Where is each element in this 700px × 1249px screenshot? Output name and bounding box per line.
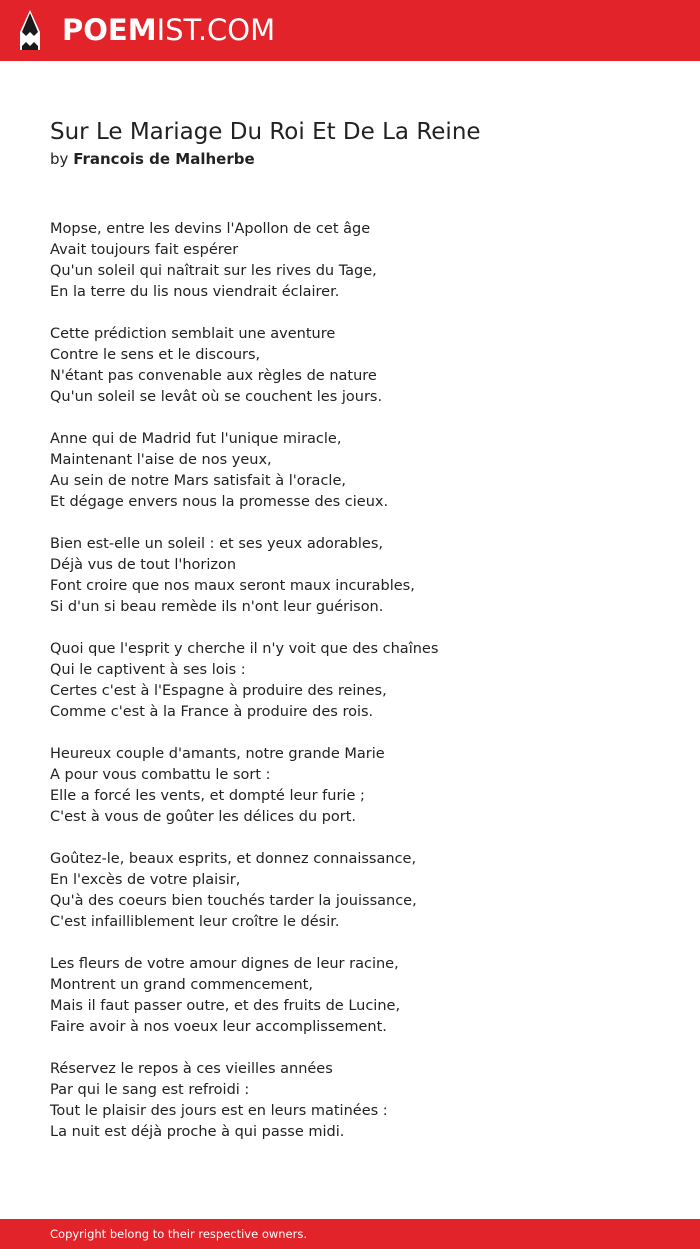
poem-line: A pour vous combattu le sort : (50, 767, 271, 783)
poem-title: Sur Le Mariage Du Roi Et De La Reine (50, 119, 481, 145)
poem-line: Font croire que nos maux seront maux incurables, (50, 578, 415, 594)
by-label: by (50, 150, 69, 168)
site-header (0, 0, 700, 61)
poem-stanza (50, 849, 670, 933)
poem-line: Heureux couple d'amants, notre grande Marie (50, 746, 385, 762)
poem-line: Qu'à des coeurs bien touchés tarder la jouissance, (50, 893, 417, 909)
poem-stanza (50, 954, 670, 1038)
poem-line: Au sein de notre Mars satisfait à l'oracle, (50, 473, 346, 489)
poem-line: Qui le captivent à ses lois : (50, 662, 246, 678)
poem-line: Certes c'est à l'Espagne à produire des reines, (50, 683, 387, 699)
poem-line: Mais il faut passer outre, et des fruits de Lucine, (50, 998, 401, 1014)
poem-line: Par qui le sang est refroidi : (50, 1082, 250, 1098)
poem-line: C'est infailliblement leur croître le désir. (50, 914, 340, 930)
poem-line: Quoi que l'esprit y cherche il n'y voit que des chaînes (50, 641, 439, 657)
poem-line: Comme c'est à la France à produire des rois. (50, 704, 374, 720)
poem-line: Elle a forcé les vents, et dompté leur furie ; (50, 788, 365, 804)
poem-line: Et dégage envers nous la promesse des cieux. (50, 494, 389, 510)
poem-line: Faire avoir à nos voeux leur accomplissement. (50, 1019, 387, 1035)
poem-line: Maintenant l'aise de nos yeux, (50, 452, 272, 468)
poem-line: En la terre du lis nous viendrait éclairer. (50, 284, 340, 300)
poem-stanza (50, 1059, 670, 1143)
poem-line: En l'excès de votre plaisir, (50, 872, 241, 888)
poem-line: Mopse, entre les devins l'Apollon de cet âge (50, 221, 371, 237)
site-logo[interactable] (62, 12, 275, 48)
poem-line: Déjà vus de tout l'horizon (50, 557, 237, 573)
poem-line: Bien est-elle un soleil : et ses yeux adorables, (50, 536, 383, 552)
logo-light-text: IST.COM (156, 13, 276, 47)
poem-line: Anne qui de Madrid fut l'unique miracle, (50, 431, 342, 447)
poem-stanza (50, 429, 670, 513)
logo-bold-text: POEM (62, 13, 157, 47)
poem-stanza (50, 744, 670, 828)
poem-stanza (50, 219, 670, 303)
poem-stanza (50, 324, 670, 408)
author-name: Francois de Malherbe (73, 150, 255, 168)
poem-line: Avait toujours fait espérer (50, 242, 239, 258)
poem-line: La nuit est déjà proche à qui passe midi. (50, 1124, 345, 1140)
poem-stanza (50, 534, 670, 618)
byline (50, 149, 255, 169)
poem-line: Qu'un soleil qui naîtrait sur les rives du Tage, (50, 263, 377, 279)
poem-line: Qu'un soleil se levât où se couchent les jours. (50, 389, 383, 405)
poem-stanza (50, 639, 670, 723)
poem-line: Tout le plaisir des jours est en leurs matinées : (50, 1103, 388, 1119)
copyright-text: Copyright belong to their respective owners. (50, 1227, 308, 1241)
poem-line: Cette prédiction semblait une aventure (50, 326, 336, 342)
poem-line: Les fleurs de votre amour dignes de leur racine, (50, 956, 399, 972)
poem-line: Goûtez-le, beaux esprits, et donnez connaissance, (50, 851, 417, 867)
pen-nib-icon (18, 10, 42, 52)
poem-line: Contre le sens et le discours, (50, 347, 261, 363)
poem-line: N'étant pas convenable aux règles de nature (50, 368, 377, 384)
site-footer (0, 1219, 700, 1249)
poem-body (50, 219, 670, 1164)
poem-line: Réservez le repos à ces vieilles années (50, 1061, 333, 1077)
poem-line: C'est à vous de goûter les délices du port. (50, 809, 357, 825)
poem-line: Montrent un grand commencement, (50, 977, 313, 993)
poem-line: Si d'un si beau remède ils n'ont leur guérison. (50, 599, 384, 615)
